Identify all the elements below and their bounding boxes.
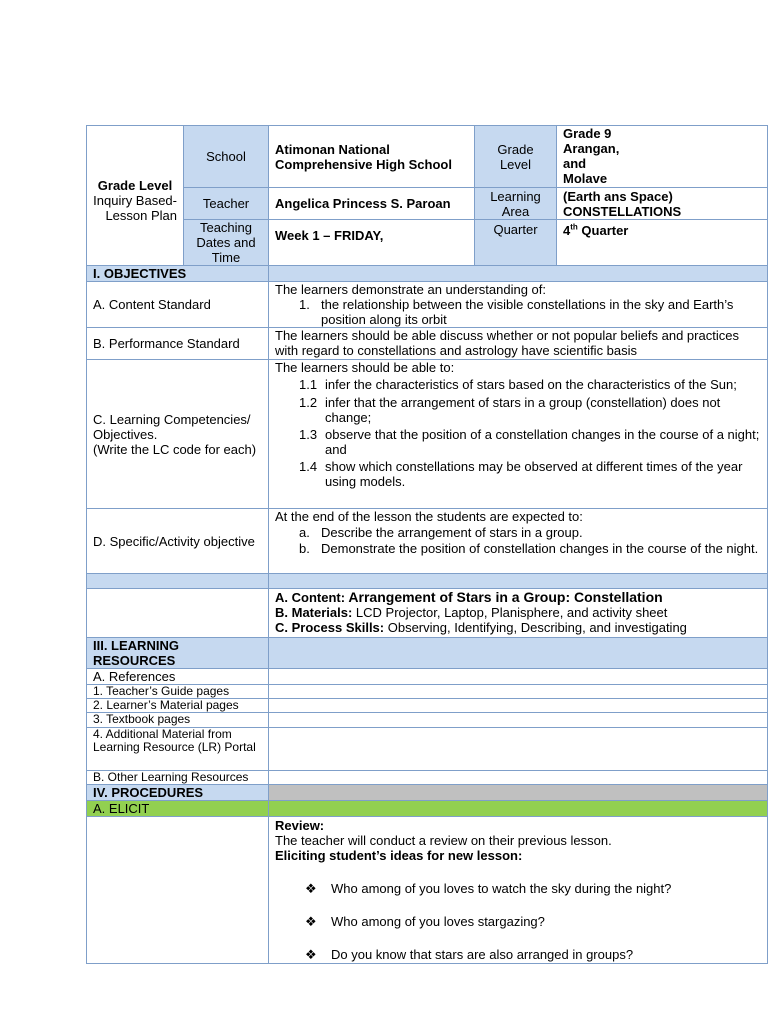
diamond-bullet-icon: ❖	[305, 881, 317, 896]
grade-section-3: Molave	[563, 171, 608, 186]
learning-competencies-label: C. Learning Competencies/ Objectives. (Write the LC code for each)	[87, 360, 269, 509]
skills-label: C. Process Skills:	[275, 620, 385, 635]
content-value: Arrangement of Stars in a Group: Constellation	[345, 589, 663, 605]
competency-num: 1.3	[299, 427, 318, 442]
diamond-bullet-icon: ❖	[305, 914, 317, 929]
skills-value: Observing, Identifying, Describing, and investigating	[384, 620, 687, 635]
content-label-blank	[87, 589, 269, 638]
teacher-label: Teacher	[184, 188, 269, 220]
grade-level-cell	[87, 126, 184, 266]
plan-type-line1: Inquiry Based-	[93, 193, 177, 208]
content-label: A. Content:	[275, 590, 346, 605]
competency-item	[275, 377, 761, 392]
skills-line	[275, 620, 761, 635]
learning-area-label: Learning Area	[475, 188, 557, 220]
specific-objective-label: D. Specific/Activity objective	[87, 509, 269, 574]
elicit-question	[275, 914, 761, 929]
diamond-bullet-icon: ❖	[305, 947, 317, 962]
teachers-guide-label: 1. Teacher’s Guide pages	[87, 685, 269, 699]
quarter-word: Quarter	[577, 223, 629, 238]
elicit-question	[275, 881, 761, 896]
materials-line	[275, 605, 761, 620]
lesson-plan	[86, 125, 767, 964]
competency-num: 1.2	[299, 395, 318, 410]
content-standard-label: A. Content Standard	[87, 282, 269, 328]
competency-item	[275, 395, 761, 425]
procedures-heading: IV. PROCEDURES	[87, 785, 269, 801]
competency-text: observe that the position of a constellation changes in the course of a night; and	[325, 427, 760, 457]
grade-section-1: Arangan,	[563, 141, 620, 156]
competency-num: 1.4	[299, 459, 318, 474]
content-heading-blank	[87, 574, 269, 589]
other-resources-label: B. Other Learning Resources	[87, 771, 269, 785]
review-text: The teacher will conduct a review on their previous lesson.	[275, 833, 612, 848]
content-cell	[269, 589, 768, 638]
additional-material-label: 4. Additional Material from Learning Resource (LR) Portal	[87, 728, 269, 771]
lesson-plan-table	[86, 125, 768, 964]
learning-competencies-intro: The learners should be able to:	[275, 360, 455, 375]
competency-item	[275, 427, 761, 457]
quarter-label: Quarter	[475, 220, 557, 266]
eliciting-label: Eliciting student’s ideas for new lesson:	[275, 848, 523, 863]
content-heading-blank	[269, 574, 768, 589]
elicit-cell	[269, 817, 768, 964]
specific-text: Demonstrate the position of constellation changes in the course of the night.	[321, 541, 759, 556]
textbook-value	[269, 713, 768, 728]
competency-num: 1.1	[299, 377, 318, 392]
quarter-number: 4	[563, 223, 571, 238]
content-standard-item-text: the relationship between the visible constellations in the sky and Earth’s position along its orbit	[321, 297, 734, 327]
school-label: School	[184, 126, 269, 188]
grade-level-title: Grade Level	[97, 178, 173, 193]
elicit-label-blank	[87, 817, 269, 964]
content-standard-item	[275, 297, 761, 327]
elicit-question-text: Do you know that stars are also arranged in groups?	[331, 947, 634, 962]
elicit-question-text: Who among of you loves stargazing?	[331, 914, 545, 929]
procedures-heading-blank	[269, 785, 768, 801]
references-label: A. References	[87, 669, 269, 685]
learning-area-cell	[557, 188, 768, 220]
performance-standard-text: The learners should be able discuss whether or not popular beliefs and practices with regard to constellations and astrology have scientific basis	[269, 328, 768, 360]
elicit-heading-blank	[269, 801, 768, 817]
specific-item	[275, 541, 761, 556]
learning-competencies-cell	[269, 360, 768, 509]
specific-objective-cell	[269, 509, 768, 574]
learners-material-value	[269, 699, 768, 713]
additional-material-value	[269, 728, 768, 771]
teachers-guide-value	[269, 685, 768, 699]
content-line	[275, 590, 761, 605]
materials-value: LCD Projector, Laptop, Planisphere, and activity sheet	[352, 605, 668, 620]
content-standard-intro: The learners demonstrate an understanding of:	[275, 282, 547, 297]
specific-text: Describe the arrangement of stars in a group.	[321, 525, 583, 540]
specific-item	[275, 525, 761, 540]
plan-type-line2: Lesson Plan	[105, 208, 177, 223]
grade-value: Grade 9	[563, 126, 612, 141]
competency-text: infer that the arrangement of stars in a group (constellation) does not change;	[325, 395, 721, 425]
review-label: Review:	[275, 818, 325, 833]
grade-value-cell	[557, 126, 768, 188]
learning-resources-heading: III. LEARNING RESOURCES	[87, 638, 269, 669]
elicit-question-text: Who among of you loves to watch the sky during the night?	[331, 881, 672, 896]
performance-standard-label: B. Performance Standard	[87, 328, 269, 360]
learning-area-value-2: CONSTELLATIONS	[563, 203, 682, 219]
elicit-heading: A. ELICIT	[87, 801, 269, 817]
grade-section-2: and	[563, 156, 587, 171]
teaching-dates-value: Week 1 – FRIDAY,	[269, 220, 475, 266]
learning-resources-blank	[269, 638, 768, 669]
content-standard-item-num: 1.	[299, 297, 310, 312]
competency-item	[275, 459, 761, 489]
quarter-value	[557, 220, 768, 266]
objectives-heading: I. OBJECTIVES	[87, 266, 269, 282]
quarter-suffix: th	[570, 222, 578, 232]
content-standard-cell	[269, 282, 768, 328]
other-resources-value	[269, 771, 768, 785]
teaching-dates-label: Teaching Dates and Time	[184, 220, 269, 266]
objectives-heading-blank	[269, 266, 768, 282]
grade-label: Grade Level	[475, 126, 557, 188]
specific-num: b.	[299, 541, 310, 556]
learners-material-label: 2. Learner’s Material pages	[87, 699, 269, 713]
references-value	[269, 669, 768, 685]
school-value: Atimonan National Comprehensive High School	[269, 126, 475, 188]
learning-area-value-1: (Earth ans Space)	[563, 188, 673, 204]
specific-num: a.	[299, 525, 310, 540]
materials-label: B. Materials:	[275, 605, 353, 620]
competency-text: infer the characteristics of stars based on the characteristics of the Sun;	[325, 377, 737, 392]
elicit-question	[275, 947, 761, 962]
teacher-value: Angelica Princess S. Paroan	[269, 188, 475, 220]
textbook-label: 3. Textbook pages	[87, 713, 269, 728]
competency-text: show which constellations may be observed at different times of the year using models.	[325, 459, 743, 489]
specific-objective-intro: At the end of the lesson the students are expected to:	[275, 509, 583, 524]
